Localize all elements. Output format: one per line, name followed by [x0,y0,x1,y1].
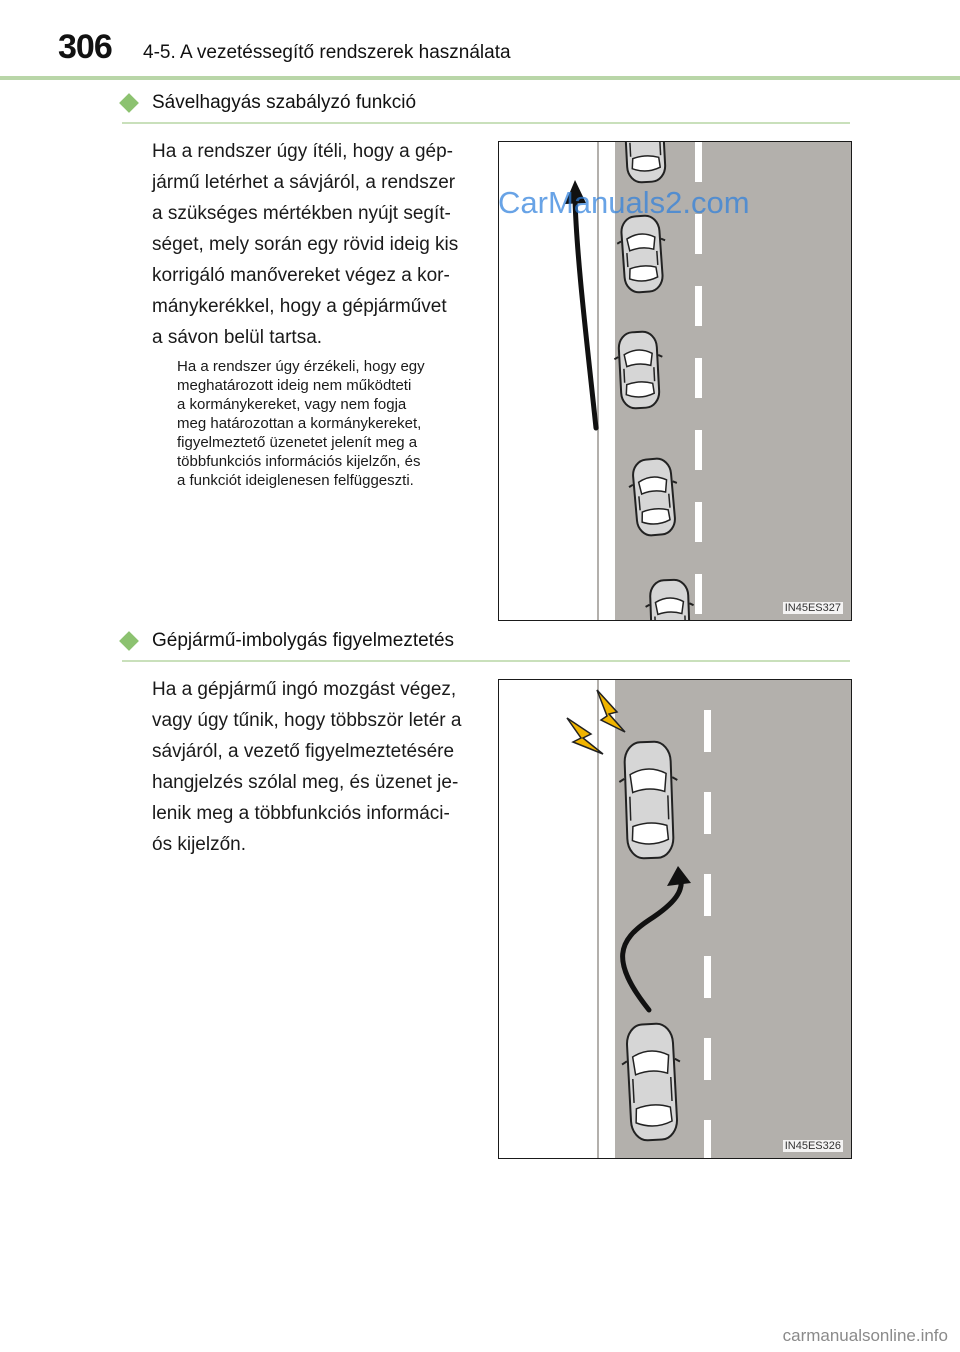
section2-body-line: sávjáról, a vezető figyelmeztetésére [152,741,455,762]
header-rule [0,76,960,80]
figure-code: IN45ES326 [784,1140,841,1152]
chapter-title: 4-5. A vezetéssegítő rendszerek használata [143,42,511,63]
section2-body-line: ós kijelzőn. [152,834,246,855]
section1-body-line: mánykerékkel, hogy a gépjárművet [152,296,447,317]
section1-body-line: a szükséges mértékben nyújt segít- [152,203,451,224]
section1-note-line: figyelmeztető üzenetet jelenít meg a [177,434,418,451]
section2-body-line: vagy úgy tűnik, hogy többször letér a [152,710,462,731]
footer-watermark: carmanualsonline.info [782,1326,948,1345]
sway-warning-figure [498,679,852,1159]
section2-body-line: hangjelzés szólal meg, és üzenet je- [152,772,459,793]
section2-heading [122,630,454,652]
page-number: 306 [58,28,112,66]
section2-rule [122,660,850,662]
section1-rule [122,122,850,124]
section2-heading-text: Gépjármű-imbolygás figyelmeztetés [152,630,455,651]
car-icon [618,741,680,859]
section1-note-line: többfunkciós információs kijelzőn, és [177,453,421,470]
section1-body-line: jármű letérhet a sávjáról, a rendszer [152,172,456,193]
section1-heading [122,92,416,114]
diamond-bullet-icon [119,631,139,651]
section1-heading-text: Sávelhagyás szabályzó funkció [152,92,417,113]
section1-body-line: séget, mely során egy rövid ideig kis [152,234,459,255]
section2-body [152,674,478,860]
section1-body [152,136,478,353]
section1-note [177,357,479,490]
section1-note-line: a funkciót ideiglenesen felfüggeszti. [177,472,414,489]
section1-body-line: Ha a rendszer úgy ítéli, hogy a gép- [152,141,454,162]
section1-note-line: meghatározott ideig nem működteti [177,377,412,394]
section2-body-line: lenik meg a többfunkciós informáci- [152,803,450,824]
sway-warning-illustration [499,680,851,1158]
figure-code: IN45ES327 [784,602,841,614]
section2-body-line: Ha a gépjármű ingó mozgást végez, [152,679,457,700]
section1-note-line: Ha a rendszer úgy érzékeli, hogy egy [177,358,425,375]
diamond-bullet-icon [119,93,139,113]
section1-note-line: a kormánykereket, vagy nem fogja [177,396,407,413]
section1-body-line: korrigáló manővereket végez a kor- [152,265,450,286]
watermark: CarManuals2.com [498,185,750,220]
section1-note-line: meg határozottan a kormánykereket, [177,415,422,432]
section1-body-line: a sávon belül tartsa. [152,327,323,348]
